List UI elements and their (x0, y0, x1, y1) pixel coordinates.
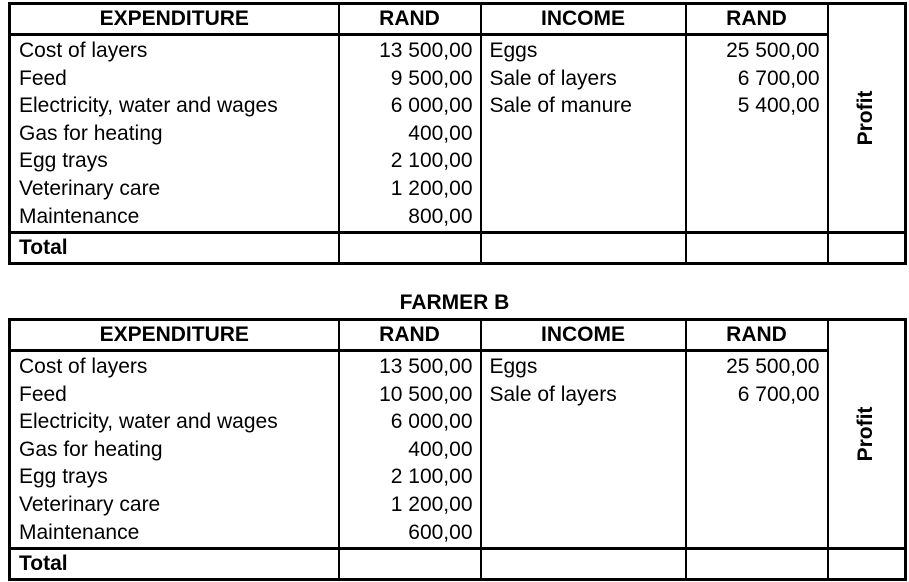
income-header: INCOME (481, 4, 686, 35)
income-value: 6 700,00 (737, 382, 820, 406)
expenditure-value: 13 500,00 (379, 39, 473, 62)
income-item: Sale of manure (489, 94, 632, 118)
income-items (481, 351, 686, 549)
body-row (10, 351, 906, 549)
header-row (10, 320, 906, 351)
expenditure-item: Egg trays (19, 465, 108, 489)
income-value: 6 700,00 (737, 66, 820, 90)
expenditure-value: 10 500,00 (379, 382, 473, 406)
expenditure-value: 9 500,00 (390, 66, 473, 90)
farmer-a-table (8, 2, 907, 265)
income-value: 25 500,00 (726, 355, 820, 378)
income-value: 25 500,00 (726, 39, 820, 62)
expenditure-value: 6 000,00 (390, 410, 473, 434)
income-item: Eggs (489, 39, 538, 62)
expenditure-item: Veterinary care (19, 176, 161, 200)
expenditure-item: Electricity, water and wages (19, 410, 278, 434)
expenditure-rand-header: RAND (339, 320, 481, 351)
expenditure-rand-header: RAND (339, 4, 481, 35)
farmer-b-table (8, 318, 907, 581)
total-row (10, 549, 906, 580)
total-label: Total (10, 549, 339, 580)
expenditure-item: Egg trays (19, 149, 108, 173)
expenditure-item: Feed (19, 66, 67, 90)
body-row (10, 35, 906, 233)
expenditure-values (339, 35, 481, 233)
expenditure-item: Cost of layers (19, 39, 148, 62)
expenditure-item: Gas for heating (19, 121, 163, 145)
total-label: Total (10, 233, 339, 264)
expenditure-item: Feed (19, 382, 67, 406)
expenditure-item: Maintenance (19, 520, 140, 544)
total-income-label-cell (481, 233, 686, 264)
expenditure-value: 400,00 (408, 121, 473, 145)
header-row (10, 4, 906, 35)
expenditure-value: 6 000,00 (390, 94, 473, 118)
income-value: 5 400,00 (737, 94, 820, 118)
income-header: INCOME (481, 320, 686, 351)
expenditure-items (10, 351, 339, 549)
total-row (10, 233, 906, 264)
total-profit-cell (828, 233, 906, 264)
profit-label: Profit (854, 406, 878, 462)
expenditure-item: Veterinary care (19, 492, 161, 516)
expenditure-value: 1 200,00 (390, 176, 473, 200)
expenditure-header: EXPENDITURE (10, 4, 339, 35)
expenditure-value: 400,00 (408, 437, 473, 461)
income-item: Sale of layers (489, 382, 617, 406)
total-income-cell (686, 233, 828, 264)
total-expenditure-cell (339, 549, 481, 580)
expenditure-item: Electricity, water and wages (19, 94, 278, 118)
expenditure-value: 800,00 (408, 204, 473, 228)
expenditure-value: 13 500,00 (379, 355, 473, 378)
income-values (686, 351, 828, 549)
expenditure-values (339, 351, 481, 549)
expenditure-item: Cost of layers (19, 355, 148, 378)
expenditure-value: 600,00 (408, 520, 473, 544)
income-item: Eggs (489, 355, 538, 378)
expenditure-value: 1 200,00 (390, 492, 473, 516)
expenditure-value: 2 100,00 (390, 149, 473, 173)
expenditure-item: Maintenance (19, 204, 140, 228)
profit-label: Profit (854, 90, 878, 146)
expenditure-items (10, 35, 339, 233)
total-profit-cell (828, 549, 906, 580)
expenditure-header: EXPENDITURE (10, 320, 339, 351)
income-values (686, 35, 828, 233)
profit-cell (828, 320, 906, 549)
income-rand-header: RAND (686, 4, 828, 35)
total-income-label-cell (481, 549, 686, 580)
profit-cell (828, 4, 906, 233)
farmer-b-title: FARMER B (399, 291, 510, 314)
income-rand-header: RAND (686, 320, 828, 351)
expenditure-value: 2 100,00 (390, 465, 473, 489)
total-expenditure-cell (339, 233, 481, 264)
income-item: Sale of layers (489, 66, 617, 90)
expenditure-item: Gas for heating (19, 437, 163, 461)
income-items (481, 35, 686, 233)
total-income-cell (686, 549, 828, 580)
